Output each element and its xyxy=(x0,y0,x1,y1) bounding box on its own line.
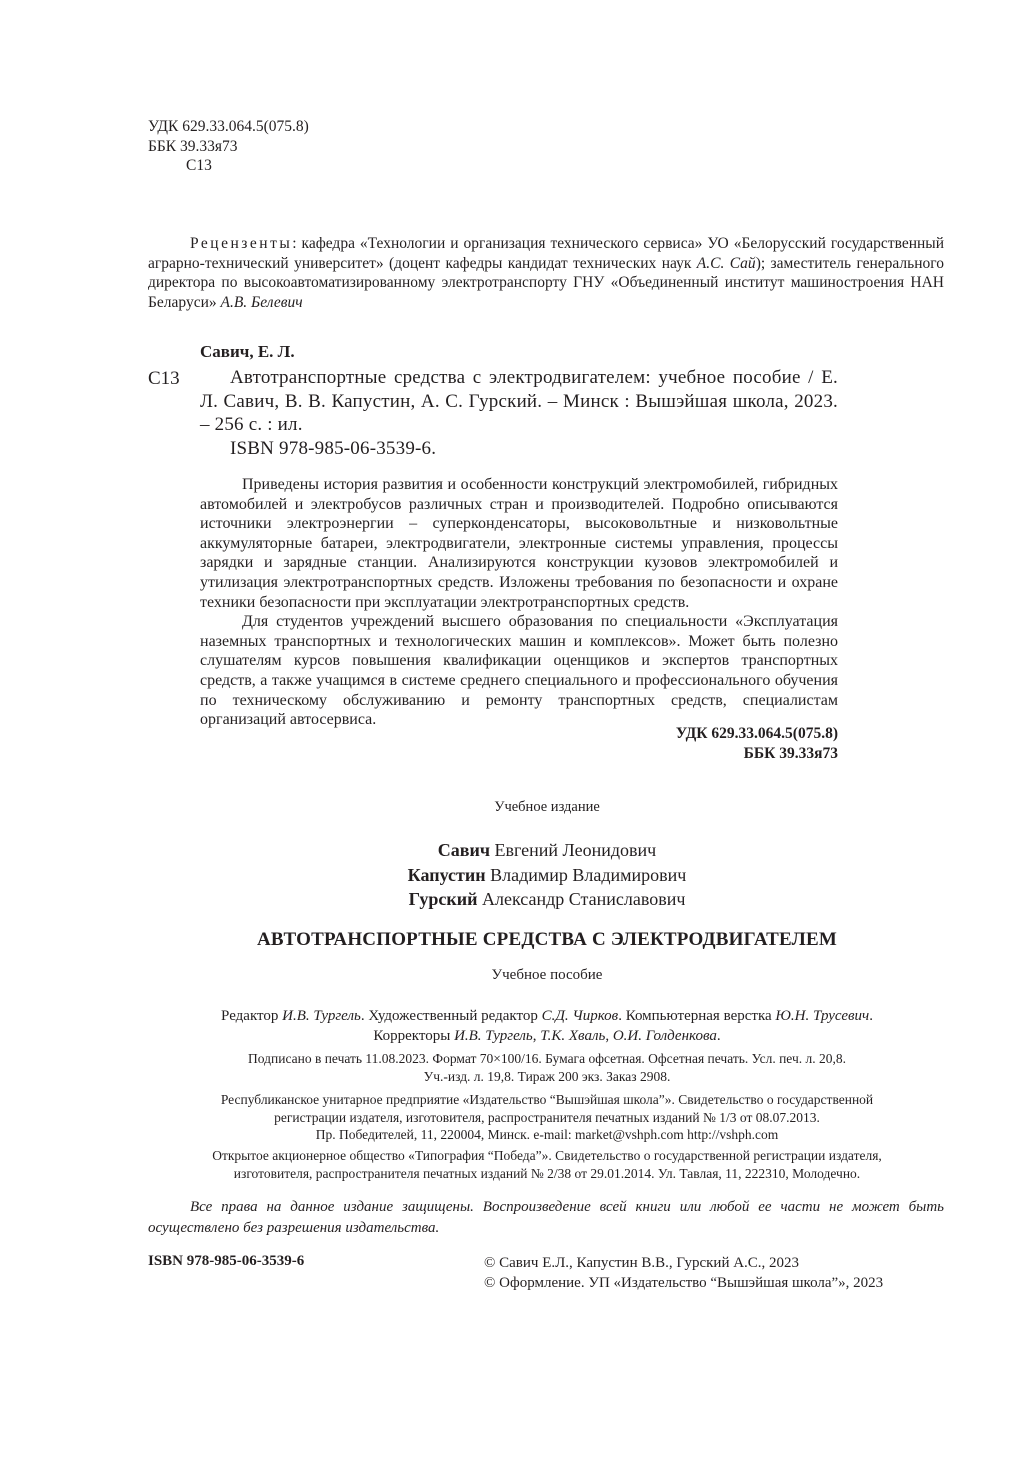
classification-codes-right xyxy=(500,724,838,763)
punctuation: . xyxy=(716,1028,721,1044)
copyright-design: © Оформление. УП «Издательство “Вышэйшая школа”», 2023 xyxy=(484,1275,884,1291)
bbk-code: ББК 39.33я73 xyxy=(148,137,238,155)
separator: , xyxy=(605,1028,613,1044)
proofreaders-label: Корректоры xyxy=(373,1028,455,1044)
udk-code-right: УДК 629.33.064.5(075.8) xyxy=(675,725,838,742)
publisher-line: Республиканское унитарное предприятие «Издательство “Вышэйшая школа”». Свидетельство о государственной xyxy=(220,1092,874,1107)
separator: , xyxy=(532,1028,541,1044)
editor-name: И.В. Тургель xyxy=(282,1008,361,1024)
print-info xyxy=(150,1050,944,1085)
book-subtitle: Учебное пособие xyxy=(491,967,603,983)
author-given-name: Евгений Леонидович xyxy=(494,840,657,860)
author-given-name: Александр Станиславович xyxy=(482,889,686,909)
reviewers-label: Рецензенты xyxy=(190,235,293,252)
catalog-isbn: ISBN 978-985-06-3539-6. xyxy=(230,437,437,459)
publisher-info xyxy=(150,1091,944,1144)
catalog-code: С13 xyxy=(148,368,180,389)
proofreader-name: Т.К. Хваль xyxy=(540,1028,606,1044)
classification-codes xyxy=(148,117,309,176)
art-editor-label: . Художественный редактор xyxy=(360,1008,542,1024)
abstract-paragraph-2: Для студентов учреждений высшего образования по специальности «Эксплуатация наземных транспортных и технологических машин и комплексов». Может быть полезно слушателям курсов повышения квалификации оценщиков и экспертов транспортных средств, а также учащимся в системе среднего специального и профессионального обучения по техническому обслуживанию и ремонту транспортных средств, специалистам организаций автосервиса. xyxy=(200,613,838,729)
print-info-line: Подписано в печать 11.08.2023. Формат 70×100/16. Бумага офсетная. Офсетная печать. Усл. печ. л. 20,8. xyxy=(248,1051,846,1066)
isbn-bottom: ISBN 978-985-06-3539-6 xyxy=(148,1253,305,1269)
author-line xyxy=(0,838,1022,863)
art-editor-name: С.Д. Чирков xyxy=(541,1008,619,1024)
author-surname: Гурский xyxy=(408,889,478,909)
abstract-paragraph-1: Приведены история развития и особенности конструкций электромобилей, гибридных автомобилей и электробусов различных стран и производителей. Подробно описываются источники электроэнергии – суперконденсаторы, высоковольтные и низковольтные аккумуляторные батареи, электродвигатели, электронные системы управления, процессы зарядки и зарядные станции. Анализируются конструкции кузовов электромобилей и утилизация электротранспортных средств. Изложены требования по безопасности и охране техники безопасности при эксплуатации электротранспортных средств. xyxy=(200,476,838,611)
catalog-description-text: Автотранспортные средства с электродвигателем: учебное пособие / Е. Л. Савич, В. В. Капустин, А. С. Гурский. – Минск : Вышэйшая школа, 2023. – 256 с. : ил. xyxy=(200,367,838,435)
edition-type: Учебное издание xyxy=(494,799,600,815)
printer-info xyxy=(150,1147,944,1182)
printer-line: изготовителя, распространителя печатных изданий № 2/38 от 29.01.2014. Ул. Тавлая, 11, 222310, Молодечно. xyxy=(233,1165,861,1181)
credits xyxy=(150,1006,944,1046)
author-mark: С13 xyxy=(186,157,212,174)
reviewers-text-1: : кафедра «Технологии и организация технического сервиса» УО «Белорусский государственный аграрно-технический университет» (доцент кафедры кандидат технических наук xyxy=(148,235,944,272)
abstract xyxy=(200,475,838,730)
copyright-authors: © Савич Е.Л., Капустин В.В., Гурский А.С., 2023 xyxy=(484,1255,800,1271)
proofreaders-line xyxy=(150,1026,944,1046)
editors-line xyxy=(150,1006,944,1026)
printer-line: Открытое акционерное общество «Типография “Победа”». Свидетельство о государственной регистрации издателя, xyxy=(212,1148,882,1163)
author-line xyxy=(0,863,1022,888)
udk-code: УДК 629.33.064.5(075.8) xyxy=(148,118,309,135)
rights-notice: Все права на данное издание защищены. Воспроизведение всей книги или любой ее части не может быть осуществлено без разрешения издательства. xyxy=(148,1199,944,1236)
catalog-description xyxy=(200,366,838,460)
publisher-line: регистрации издателя, изготовителя, распространителя печатных изданий № 1/3 от 08.07.2013. xyxy=(274,1109,820,1125)
layout-label: . Компьютерная верстка xyxy=(618,1008,776,1024)
print-info-line: Уч.-изд. л. 19,8. Тираж 200 экз. Заказ 2908. xyxy=(423,1068,671,1084)
bbk-code-right: ББК 39.33я73 xyxy=(743,744,838,762)
layout-name: Ю.Н. Трусевич xyxy=(775,1008,870,1024)
author-surname: Капустин xyxy=(407,864,486,885)
proofreader-name: И.В. Тургель xyxy=(454,1028,533,1044)
reviewers-block xyxy=(148,234,944,312)
publisher-contacts: Пр. Победителей, 11, 220004, Минск. e-mail: market@vshph.com http://vshph.com xyxy=(315,1127,779,1143)
editor-label: Редактор xyxy=(221,1008,283,1024)
copyright-block xyxy=(484,1253,883,1293)
author-given-name: Владимир Владимирович xyxy=(490,864,687,885)
punctuation: . xyxy=(869,1008,873,1024)
reviewer-name-1: А.С. Сай xyxy=(696,254,756,272)
proofreader-name: О.И. Голденкова xyxy=(612,1028,717,1044)
reviewers-text-2: ); заместитель генерального директора по высокоавтоматизированному электротранспорту ГНУ «Объединенный институт машиностроения НАН Беларуси» xyxy=(148,254,944,311)
authors-list xyxy=(0,838,1022,912)
author-surname: Савич xyxy=(437,840,491,860)
catalog-author-heading: Савич, Е. Л. xyxy=(200,342,295,361)
reviewer-name-2: А.В. Белевич xyxy=(220,293,303,311)
book-title: АВТОТРАНСПОРТНЫЕ СРЕДСТВА С ЭЛЕКТРОДВИГАТЕЛЕМ xyxy=(257,929,837,950)
author-line xyxy=(0,887,1022,912)
